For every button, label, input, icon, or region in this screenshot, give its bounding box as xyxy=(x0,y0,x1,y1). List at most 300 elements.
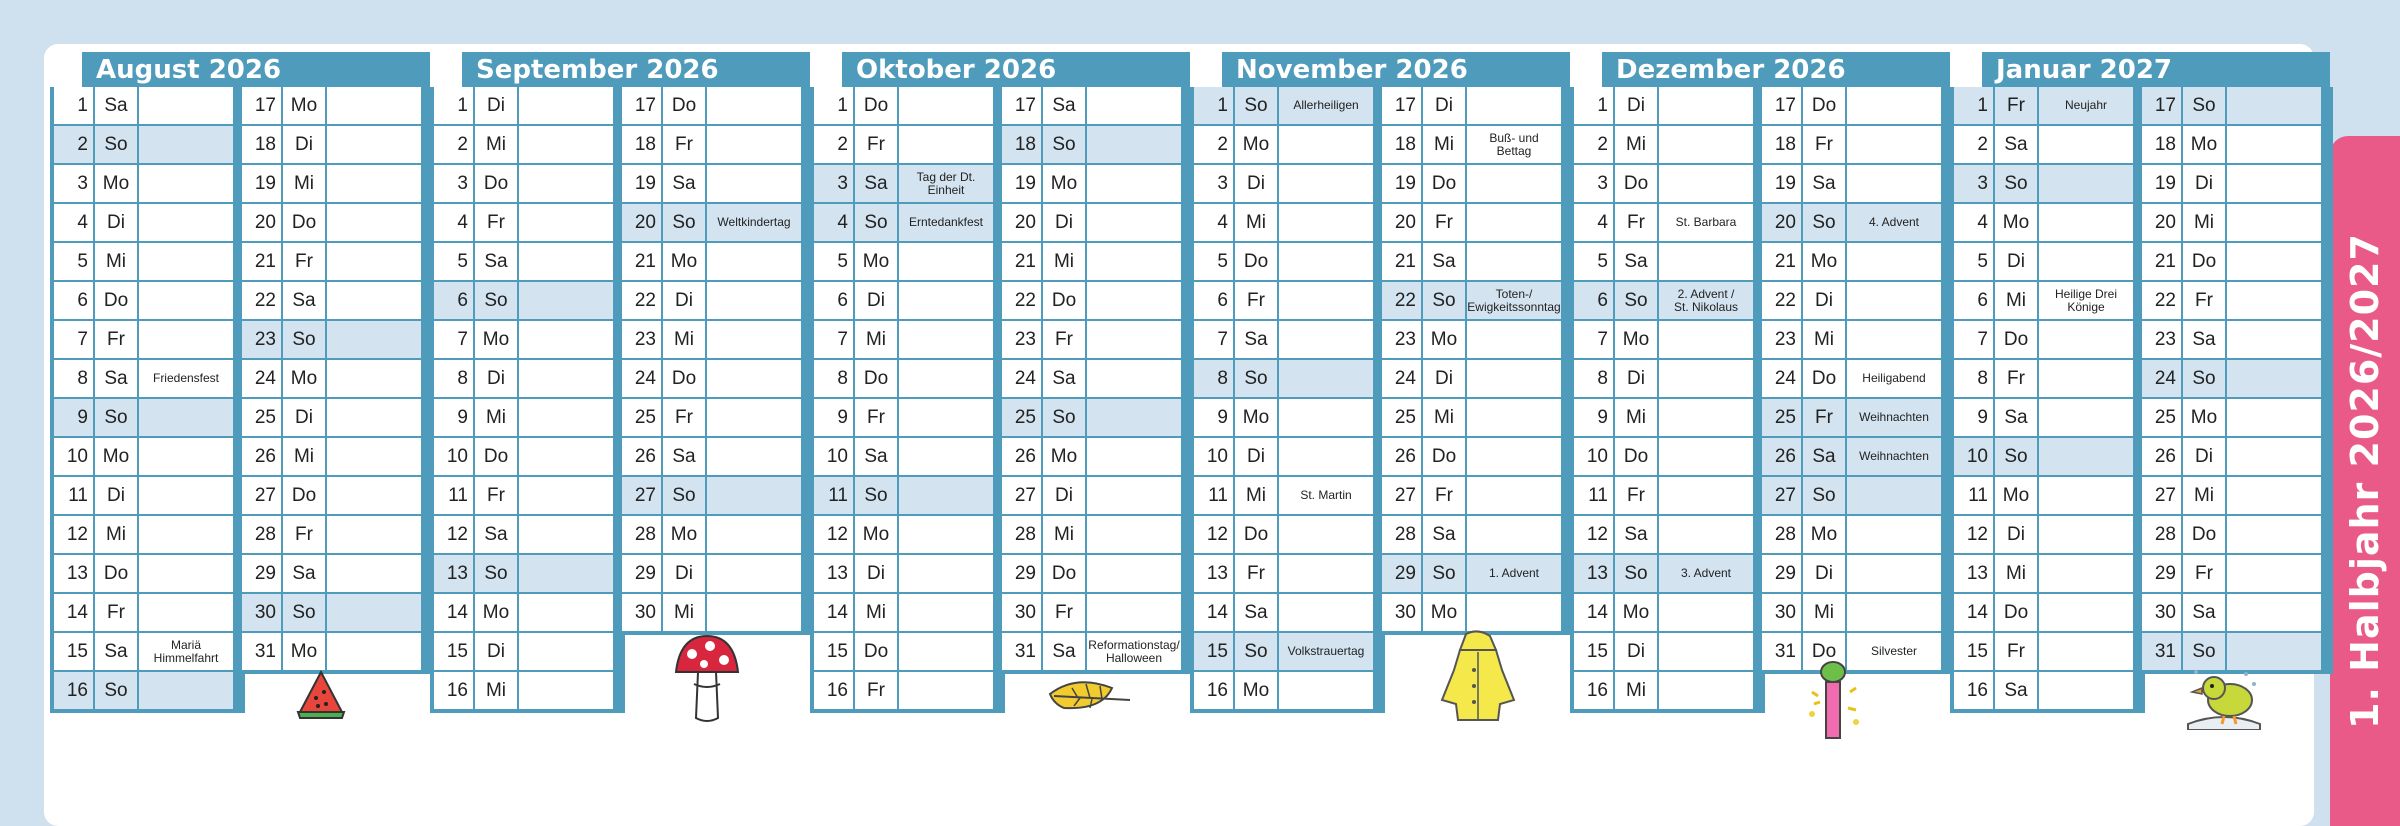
day-row xyxy=(622,165,809,202)
holiday-label xyxy=(1279,165,1373,202)
day-number: 27 xyxy=(1002,477,1041,514)
weekday: Mo xyxy=(283,633,325,670)
day-row xyxy=(1574,204,1761,241)
day-row xyxy=(2142,282,2329,319)
weekday: Mi xyxy=(1235,477,1277,514)
day-number: 12 xyxy=(1194,516,1233,553)
day-column xyxy=(1758,87,1953,674)
day-number: 29 xyxy=(2142,555,2181,592)
day-row xyxy=(1194,438,1381,475)
day-number: 12 xyxy=(1574,516,1613,553)
weekday: Mi xyxy=(663,594,705,631)
day-row xyxy=(2142,477,2329,514)
day-number: 11 xyxy=(54,477,93,514)
day-row xyxy=(54,165,241,202)
holiday-label: Neujahr xyxy=(2039,87,2133,124)
day-row xyxy=(1762,516,1949,553)
day-number: 24 xyxy=(1762,360,1801,397)
day-number: 22 xyxy=(2142,282,2181,319)
holiday-label: Weihnachten xyxy=(1847,399,1941,436)
day-row xyxy=(1382,243,1569,280)
day-row xyxy=(434,516,621,553)
holiday-label xyxy=(899,360,993,397)
weekday: Sa xyxy=(1803,165,1845,202)
day-row xyxy=(1382,165,1569,202)
weekday: Mo xyxy=(1235,399,1277,436)
day-row xyxy=(1762,165,1949,202)
weekday: Sa xyxy=(95,360,137,397)
day-row xyxy=(1382,360,1569,397)
weekday: Di xyxy=(855,555,897,592)
holiday-label: Reformationstag/ Halloween xyxy=(1087,633,1181,670)
holiday-label xyxy=(519,87,613,124)
weekday: So xyxy=(1235,633,1277,670)
day-column xyxy=(1190,87,1385,713)
day-number: 10 xyxy=(434,438,473,475)
holiday-label xyxy=(1279,672,1373,709)
weekday: Mi xyxy=(2183,204,2225,241)
holiday-label xyxy=(2227,321,2321,358)
holiday-label xyxy=(1659,126,1753,163)
day-row xyxy=(622,399,809,436)
day-row xyxy=(814,321,1001,358)
day-row xyxy=(242,165,429,202)
holiday-label xyxy=(1279,282,1373,319)
holiday-label: Erntedankfest xyxy=(899,204,993,241)
holiday-label xyxy=(1087,438,1181,475)
weekday: Mi xyxy=(663,321,705,358)
day-number: 16 xyxy=(1954,672,1993,709)
holiday-label: Allerheiligen xyxy=(1279,87,1373,124)
holiday-label xyxy=(707,126,801,163)
weekday: Mi xyxy=(95,243,137,280)
day-row xyxy=(54,282,241,319)
day-row xyxy=(814,633,1001,670)
day-row xyxy=(1574,360,1761,397)
day-number: 26 xyxy=(622,438,661,475)
holiday-label xyxy=(899,243,993,280)
holiday-label xyxy=(519,165,613,202)
weekday: Fr xyxy=(95,321,137,358)
weekday: Mi xyxy=(2183,477,2225,514)
day-row xyxy=(1954,594,2141,631)
weekday: Fr xyxy=(2183,555,2225,592)
day-number: 22 xyxy=(1382,282,1421,319)
weekday: Mo xyxy=(1995,477,2037,514)
day-row xyxy=(622,87,809,124)
day-number: 29 xyxy=(242,555,281,592)
holiday-label xyxy=(327,126,421,163)
holiday-label xyxy=(1659,594,1753,631)
day-row xyxy=(2142,165,2329,202)
holiday-label xyxy=(519,243,613,280)
day-number: 11 xyxy=(1954,477,1993,514)
holiday-label xyxy=(327,204,421,241)
day-number: 21 xyxy=(242,243,281,280)
weekday: Di xyxy=(1995,516,2037,553)
weekday: Di xyxy=(1235,438,1277,475)
weekday: Sa xyxy=(1995,126,2037,163)
day-number: 3 xyxy=(434,165,473,202)
holiday-label xyxy=(707,360,801,397)
day-number: 30 xyxy=(2142,594,2181,631)
day-row xyxy=(1954,87,2141,124)
day-column xyxy=(430,87,625,713)
day-column xyxy=(238,87,433,674)
day-number: 8 xyxy=(1574,360,1613,397)
day-number: 25 xyxy=(622,399,661,436)
holiday-label xyxy=(519,594,613,631)
weekday: Do xyxy=(1423,438,1465,475)
day-row xyxy=(2142,243,2329,280)
holiday-label xyxy=(519,360,613,397)
holiday-label xyxy=(899,282,993,319)
holiday-label xyxy=(327,321,421,358)
day-number: 5 xyxy=(814,243,853,280)
day-column xyxy=(810,87,1005,713)
weekday: Mo xyxy=(1615,594,1657,631)
day-number: 31 xyxy=(1762,633,1801,670)
holiday-label xyxy=(1467,87,1561,124)
day-row xyxy=(1194,243,1381,280)
half-year-tab xyxy=(2330,136,2400,826)
weekday: Mo xyxy=(1043,438,1085,475)
holiday-label: Mariä Himmelfahrt xyxy=(139,633,233,670)
holiday-label xyxy=(2227,204,2321,241)
day-row xyxy=(434,633,621,670)
day-number: 11 xyxy=(814,477,853,514)
weekday: Do xyxy=(1615,438,1657,475)
weekday: Mi xyxy=(1803,594,1845,631)
month-header xyxy=(462,52,810,87)
weekday: Do xyxy=(1803,633,1845,670)
day-number: 9 xyxy=(1194,399,1233,436)
day-row xyxy=(1194,87,1381,124)
day-number: 4 xyxy=(434,204,473,241)
weekday: Do xyxy=(1043,555,1085,592)
weekday: So xyxy=(1235,87,1277,124)
day-number: 25 xyxy=(1762,399,1801,436)
day-number: 13 xyxy=(814,555,853,592)
day-row xyxy=(434,204,621,241)
day-number: 12 xyxy=(814,516,853,553)
day-number: 28 xyxy=(2142,516,2181,553)
holiday-label xyxy=(1279,438,1373,475)
watermelon-slice-icon xyxy=(296,668,346,720)
day-number: 18 xyxy=(1382,126,1421,163)
day-number: 17 xyxy=(1382,87,1421,124)
weekday: Do xyxy=(475,438,517,475)
day-row xyxy=(1954,633,2141,670)
day-row xyxy=(1002,399,1189,436)
day-number: 2 xyxy=(1954,126,1993,163)
weekday: Fr xyxy=(1803,126,1845,163)
weekday: Di xyxy=(663,282,705,319)
month-title: September 2026 xyxy=(476,55,719,85)
holiday-label xyxy=(1087,555,1181,592)
holiday-label xyxy=(1467,594,1561,631)
weekday: Do xyxy=(95,555,137,592)
weekday: So xyxy=(283,594,325,631)
month-title: Januar 2027 xyxy=(1996,55,2173,85)
holiday-label xyxy=(1659,87,1753,124)
day-row xyxy=(1382,594,1569,631)
day-row xyxy=(1382,321,1569,358)
weekday: Di xyxy=(475,633,517,670)
holiday-label xyxy=(2039,126,2133,163)
weekday: Do xyxy=(855,633,897,670)
weekday: Di xyxy=(1615,633,1657,670)
day-number: 20 xyxy=(1382,204,1421,241)
holiday-label xyxy=(2227,243,2321,280)
holiday-label xyxy=(2227,165,2321,202)
day-number: 5 xyxy=(1954,243,1993,280)
weekday: Mo xyxy=(1803,516,1845,553)
day-number: 5 xyxy=(1574,243,1613,280)
day-number: 13 xyxy=(54,555,93,592)
day-number: 19 xyxy=(242,165,281,202)
holiday-label xyxy=(1659,672,1753,709)
day-row xyxy=(434,126,621,163)
weekday: Di xyxy=(475,360,517,397)
holiday-label xyxy=(1659,243,1753,280)
holiday-label xyxy=(1279,126,1373,163)
weekday: So xyxy=(663,477,705,514)
day-row xyxy=(1954,672,2141,709)
day-number: 2 xyxy=(434,126,473,163)
holiday-label: Volkstrauertag xyxy=(1279,633,1373,670)
holiday-label xyxy=(1279,555,1373,592)
weekday: Fr xyxy=(1423,204,1465,241)
day-number: 17 xyxy=(242,87,281,124)
weekday: Mi xyxy=(1995,282,2037,319)
day-number: 12 xyxy=(54,516,93,553)
day-number: 6 xyxy=(1194,282,1233,319)
half-year-label: 1. Halbjahr 2026/2027 xyxy=(2343,233,2387,729)
day-number: 23 xyxy=(2142,321,2181,358)
day-row xyxy=(1574,633,1761,670)
weekday: Sa xyxy=(1235,321,1277,358)
holiday-label xyxy=(519,282,613,319)
weekday: Mo xyxy=(663,516,705,553)
weekday: Fr xyxy=(2183,282,2225,319)
holiday-label xyxy=(1847,243,1941,280)
holiday-label xyxy=(2039,165,2133,202)
day-number: 12 xyxy=(1954,516,1993,553)
weekday: Di xyxy=(283,126,325,163)
day-number: 5 xyxy=(434,243,473,280)
holiday-label xyxy=(1659,633,1753,670)
holiday-label xyxy=(519,438,613,475)
day-number: 8 xyxy=(1194,360,1233,397)
holiday-label: 1. Advent xyxy=(1467,555,1561,592)
holiday-label xyxy=(1087,204,1181,241)
weekday: So xyxy=(1423,555,1465,592)
holiday-label xyxy=(1087,321,1181,358)
day-number: 22 xyxy=(1002,282,1041,319)
day-row xyxy=(1382,282,1569,319)
month-3 xyxy=(1190,52,1570,720)
weekday: Mo xyxy=(2183,126,2225,163)
weekday: Sa xyxy=(1423,243,1465,280)
weekday: So xyxy=(1043,126,1085,163)
day-number: 8 xyxy=(54,360,93,397)
day-number: 2 xyxy=(814,126,853,163)
day-row xyxy=(2142,594,2329,631)
holiday-label xyxy=(519,321,613,358)
day-number: 4 xyxy=(1574,204,1613,241)
day-row xyxy=(1002,477,1189,514)
day-number: 29 xyxy=(1382,555,1421,592)
weekday: Mi xyxy=(475,126,517,163)
holiday-label xyxy=(1847,516,1941,553)
day-row xyxy=(1194,477,1381,514)
day-row xyxy=(434,555,621,592)
day-row xyxy=(434,165,621,202)
weekday: So xyxy=(2183,360,2225,397)
day-row xyxy=(814,555,1001,592)
weekday: So xyxy=(2183,633,2225,670)
weekday: Mi xyxy=(95,516,137,553)
day-number: 26 xyxy=(2142,438,2181,475)
weekday: Mo xyxy=(2183,399,2225,436)
day-row xyxy=(814,594,1001,631)
day-number: 7 xyxy=(1954,321,1993,358)
day-row xyxy=(1194,204,1381,241)
weekday: Sa xyxy=(95,87,137,124)
holiday-label xyxy=(707,321,801,358)
weekday: Mi xyxy=(1615,672,1657,709)
weekday: Mo xyxy=(663,243,705,280)
month-title: Dezember 2026 xyxy=(1616,55,1846,85)
holiday-label xyxy=(139,165,233,202)
holiday-label xyxy=(1659,360,1753,397)
weekday: Mi xyxy=(1423,399,1465,436)
holiday-label xyxy=(2227,516,2321,553)
day-row xyxy=(1194,594,1381,631)
holiday-label xyxy=(1659,399,1753,436)
day-number: 23 xyxy=(1002,321,1041,358)
weekday: Mo xyxy=(1235,126,1277,163)
weekday: Mo xyxy=(475,321,517,358)
weekday: Mi xyxy=(1043,516,1085,553)
day-number: 4 xyxy=(814,204,853,241)
day-row xyxy=(814,165,1001,202)
day-number: 7 xyxy=(54,321,93,358)
weekday: Di xyxy=(855,282,897,319)
weekday: Do xyxy=(1995,321,2037,358)
day-number: 13 xyxy=(434,555,473,592)
day-row xyxy=(1574,126,1761,163)
day-row xyxy=(814,204,1001,241)
day-number: 5 xyxy=(1194,243,1233,280)
holiday-label xyxy=(1847,594,1941,631)
weekday: Fr xyxy=(475,204,517,241)
day-row xyxy=(434,321,621,358)
holiday-label xyxy=(1087,516,1181,553)
day-row xyxy=(1382,126,1569,163)
day-row xyxy=(54,360,241,397)
day-number: 1 xyxy=(1574,87,1613,124)
holiday-label xyxy=(1279,360,1373,397)
weekday: Mi xyxy=(855,594,897,631)
day-number: 7 xyxy=(1194,321,1233,358)
day-row xyxy=(814,672,1001,709)
day-row xyxy=(242,360,429,397)
holiday-label xyxy=(899,399,993,436)
day-number: 1 xyxy=(54,87,93,124)
weekday: So xyxy=(1615,282,1657,319)
day-row xyxy=(434,399,621,436)
day-row xyxy=(2142,204,2329,241)
day-row xyxy=(1194,165,1381,202)
holiday-label xyxy=(1847,555,1941,592)
month-title: Oktober 2026 xyxy=(856,55,1057,85)
holiday-label: 3. Advent xyxy=(1659,555,1753,592)
day-number: 18 xyxy=(1002,126,1041,163)
holiday-label: Tag der Dt. Einheit xyxy=(899,165,993,202)
holiday-label xyxy=(899,321,993,358)
weekday: So xyxy=(855,204,897,241)
weekday: Fr xyxy=(1615,477,1657,514)
day-number: 14 xyxy=(1954,594,1993,631)
day-row xyxy=(1574,399,1761,436)
day-column xyxy=(1378,87,1573,635)
day-number: 8 xyxy=(1954,360,1993,397)
day-row xyxy=(242,516,429,553)
weekday: Do xyxy=(855,360,897,397)
weekday: Di xyxy=(283,399,325,436)
weekday: So xyxy=(95,672,137,709)
day-row xyxy=(814,516,1001,553)
day-number: 18 xyxy=(242,126,281,163)
weekday: Fr xyxy=(663,399,705,436)
day-row xyxy=(54,126,241,163)
weekday: So xyxy=(1995,165,2037,202)
holiday-label xyxy=(707,282,801,319)
weekday: Sa xyxy=(1423,516,1465,553)
day-number: 1 xyxy=(1954,87,1993,124)
holiday-label xyxy=(1659,165,1753,202)
day-number: 1 xyxy=(1194,87,1233,124)
day-row xyxy=(814,438,1001,475)
day-row xyxy=(1762,399,1949,436)
holiday-label xyxy=(1087,360,1181,397)
day-row xyxy=(242,555,429,592)
day-number: 7 xyxy=(434,321,473,358)
holiday-label xyxy=(1087,243,1181,280)
day-number: 1 xyxy=(434,87,473,124)
weekday: Fr xyxy=(663,126,705,163)
holiday-label xyxy=(1847,87,1941,124)
weekday: Sa xyxy=(1235,594,1277,631)
day-number: 29 xyxy=(1762,555,1801,592)
day-number: 15 xyxy=(54,633,93,670)
weekday: Mo xyxy=(475,594,517,631)
weekday: Mi xyxy=(1423,126,1465,163)
holiday-label xyxy=(519,126,613,163)
weekday: Sa xyxy=(2183,321,2225,358)
weekday: So xyxy=(1043,399,1085,436)
holiday-label xyxy=(707,594,801,631)
holiday-label xyxy=(707,438,801,475)
day-number: 27 xyxy=(1382,477,1421,514)
day-row xyxy=(1002,633,1189,670)
holiday-label xyxy=(899,477,993,514)
day-row xyxy=(1574,555,1761,592)
weekday: Di xyxy=(1615,360,1657,397)
holiday-label xyxy=(327,516,421,553)
